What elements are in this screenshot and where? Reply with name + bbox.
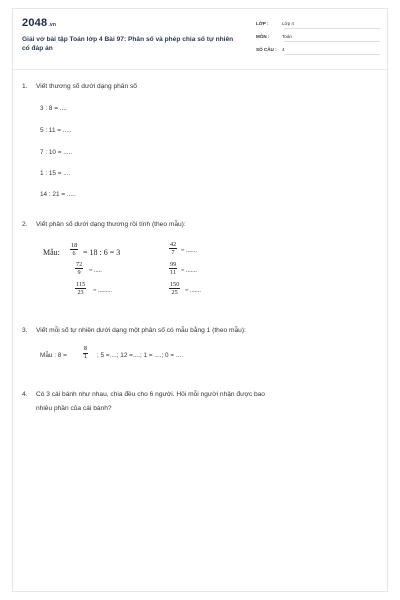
worksheet-page <box>12 8 388 592</box>
question-4-text-line1: Có 3 cái bánh như nhau, chia đều cho 6 người. Hỏi mỗi người nhận được bao <box>36 391 265 398</box>
meta-subject-value: Toán <box>282 34 292 39</box>
question-4-text-line2: nhiêu phần của cái bánh? <box>36 405 112 412</box>
fraction-numerator: 99 <box>170 261 177 268</box>
q2-answer-blank: = ....... <box>185 287 201 294</box>
logo-suffix: .vn <box>48 22 57 28</box>
worksheet-header <box>13 9 387 69</box>
q1-item: 3 : 8 = .... <box>40 105 67 112</box>
logo-text: 2048 <box>22 17 48 29</box>
q2-fraction <box>169 281 180 296</box>
q2-fraction <box>169 241 177 256</box>
header-divider <box>13 69 387 70</box>
question-2-text: Viết phân số dưới dạng thương rồi tính (theo mẫu): <box>36 221 186 228</box>
meta-subject <box>256 34 292 39</box>
fraction-numerator: 18 <box>71 242 78 249</box>
meta-count-value: 4 <box>282 47 285 52</box>
question-2-number: 2. <box>22 221 28 228</box>
meta-grade-value: Lớp 4 <box>282 21 294 26</box>
fraction-denominator: 25 <box>171 289 178 296</box>
q1-item: 5 : 11 = ..... <box>40 127 72 134</box>
fraction-numerator: 115 <box>76 281 86 288</box>
meta-grade-key: LỚP : <box>256 21 269 26</box>
meta-grade <box>256 21 294 26</box>
q2-fraction <box>169 261 177 276</box>
fraction-numerator: 150 <box>170 281 180 288</box>
fraction-numerator: 72 <box>76 261 83 268</box>
q2-answer-blank: = ......... <box>93 287 112 294</box>
q2-sample-result: = 18 : 6 = 3 <box>83 248 121 257</box>
question-3-text: Viết mỗi số tự nhiên dưới dạng một phân số có mẫu bằng 1 (theo mẫu): <box>36 327 246 334</box>
meta-divider <box>284 54 380 55</box>
meta-divider <box>284 28 380 29</box>
meta-divider <box>284 41 380 42</box>
q2-answer-blank: = ....... <box>181 247 197 254</box>
fraction-denominator: 11 <box>170 269 177 276</box>
q2-fraction <box>75 261 83 276</box>
question-3-number: 3. <box>22 327 28 334</box>
q3-sample-lead: Mẫu : 8 = <box>40 352 67 359</box>
q1-item: 1 : 15 = .... <box>40 170 71 177</box>
fraction-denominator: 7 <box>171 249 175 256</box>
question-1-number: 1. <box>22 83 28 90</box>
q1-item: 7 : 10 = ..... <box>40 149 73 156</box>
meta-question-count <box>256 47 285 52</box>
question-4-number: 4. <box>22 391 28 398</box>
fraction-denominator: 6 <box>72 250 76 257</box>
fraction-denominator: 1 <box>84 354 88 360</box>
fraction-numerator: 8 <box>84 346 88 352</box>
fraction-denominator: 23 <box>77 289 84 296</box>
q3-sample-fraction <box>83 346 88 361</box>
q2-sample-label: Mẫu: <box>43 248 60 257</box>
question-1-text: Viết thương số dưới dạng phân số <box>36 83 137 90</box>
meta-subject-key: MÔN : <box>256 34 270 39</box>
q2-answer-blank: = ....... <box>181 267 197 274</box>
meta-count-key: SỐ CÂU : <box>256 47 277 52</box>
fraction-denominator: 9 <box>77 269 81 276</box>
q1-item: 14 : 21 = ..... <box>40 191 76 198</box>
q2-answer-blank: = ..... <box>89 267 102 274</box>
site-logo[interactable] <box>22 17 56 29</box>
worksheet-title: Giải vở bài tập Toán lớp 4 Bài 97: Phân số và phép chia số tự nhiên có đáp án <box>22 36 234 52</box>
fraction-numerator: 42 <box>170 241 177 248</box>
q3-blanks: ; 5 =....; 12 =....; 1 = ....; 0 = .... <box>97 352 183 359</box>
q2-sample-fraction <box>70 242 78 257</box>
q2-fraction <box>75 281 86 296</box>
